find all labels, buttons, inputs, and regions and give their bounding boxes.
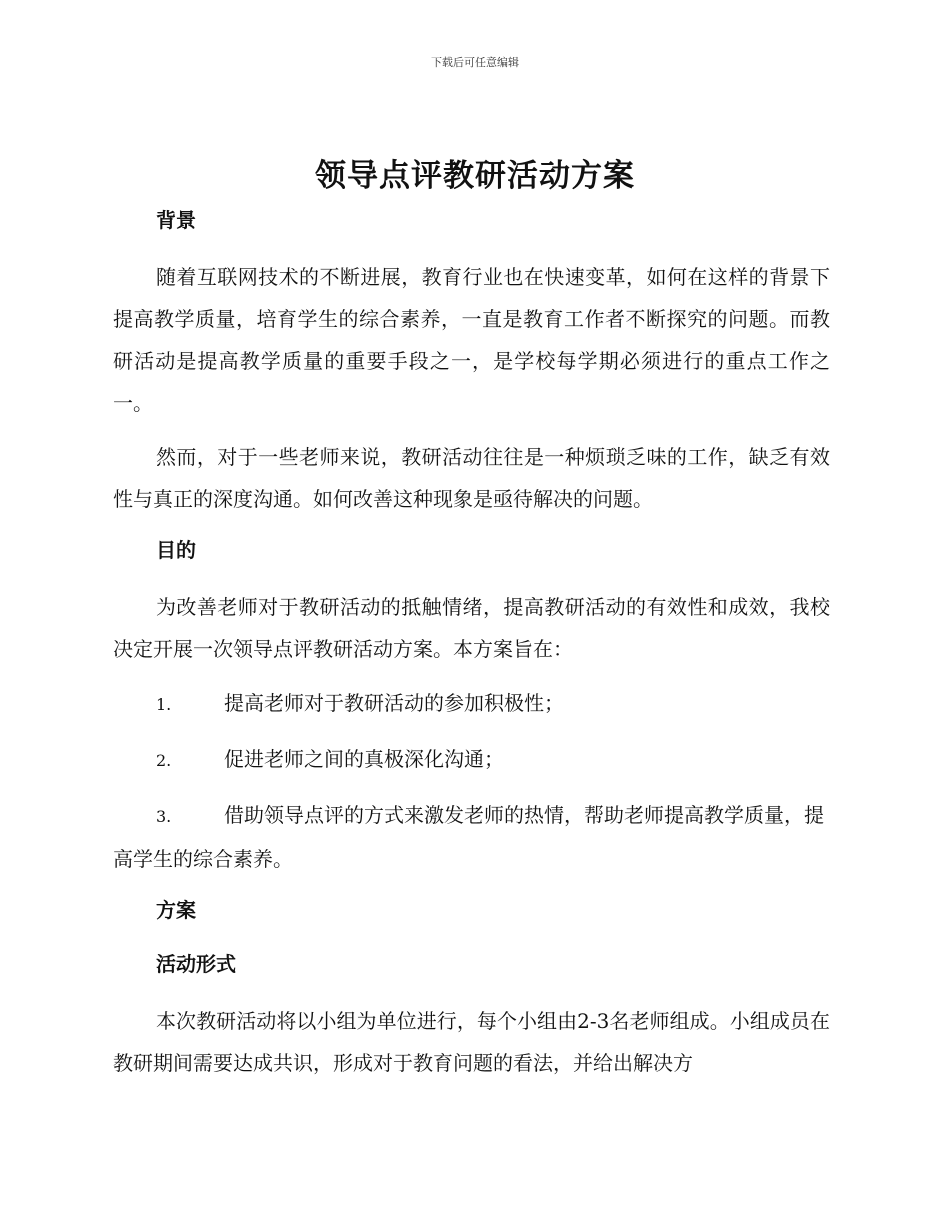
header-note: 下载后可任意编辑: [431, 56, 519, 69]
section-heading-plan: 方案: [156, 898, 196, 922]
list-item-text: 提高老师对于教研活动的参加积极性；: [224, 691, 564, 715]
list-item-text: 促进老师之间的真极深化沟通；: [224, 747, 504, 771]
section-heading-background: 背景: [156, 208, 196, 232]
section-heading-activity-form: 活动形式: [156, 952, 236, 976]
list-item: [113, 738, 830, 782]
list-item: [113, 682, 830, 726]
paragraph-background-1: 随着互联网技术的不断进展，教育行业也在快速变革，如何在这样的背景下提高教学质量，培育学生的综合素养，一直是教育工作者不断探究的问题。而教研活动是提高教学质量的重要手段之一，是学校每学期必须进行的重点工作之一。: [113, 265, 830, 415]
document-title: 领导点评教研活动方案: [315, 158, 635, 194]
paragraph-purpose-1: 为改善老师对于教研活动的抵触情绪，提高教研活动的有效性和成效，我校决定开展一次领导点评教研活动方案。本方案旨在：: [113, 595, 830, 661]
paragraph-background-2: 然而，对于一些老师来说，教研活动往往是一种烦琐乏味的工作，缺乏有效性与真正的深度沟通。如何改善这种现象是亟待解决的问题。: [113, 445, 830, 511]
document-body: [113, 202, 830, 1096]
list-item: [113, 794, 830, 880]
list-item-text: 借助领导点评的方式来激发老师的热情，帮助老师提高教学质量，提高学生的综合素养。: [113, 803, 824, 871]
list-item-number: 3.: [156, 807, 172, 826]
list-item-number: 2.: [156, 751, 172, 770]
list-item-number: 1.: [156, 695, 172, 714]
section-heading-purpose: 目的: [156, 538, 196, 562]
paragraph-activity-form-1: 本次教研活动将以小组为单位进行，每个小组由2-3名老师组成。小组成员在教研期间需要达成共识，形成对于教育问题的看法，并给出解决方: [113, 1009, 830, 1075]
